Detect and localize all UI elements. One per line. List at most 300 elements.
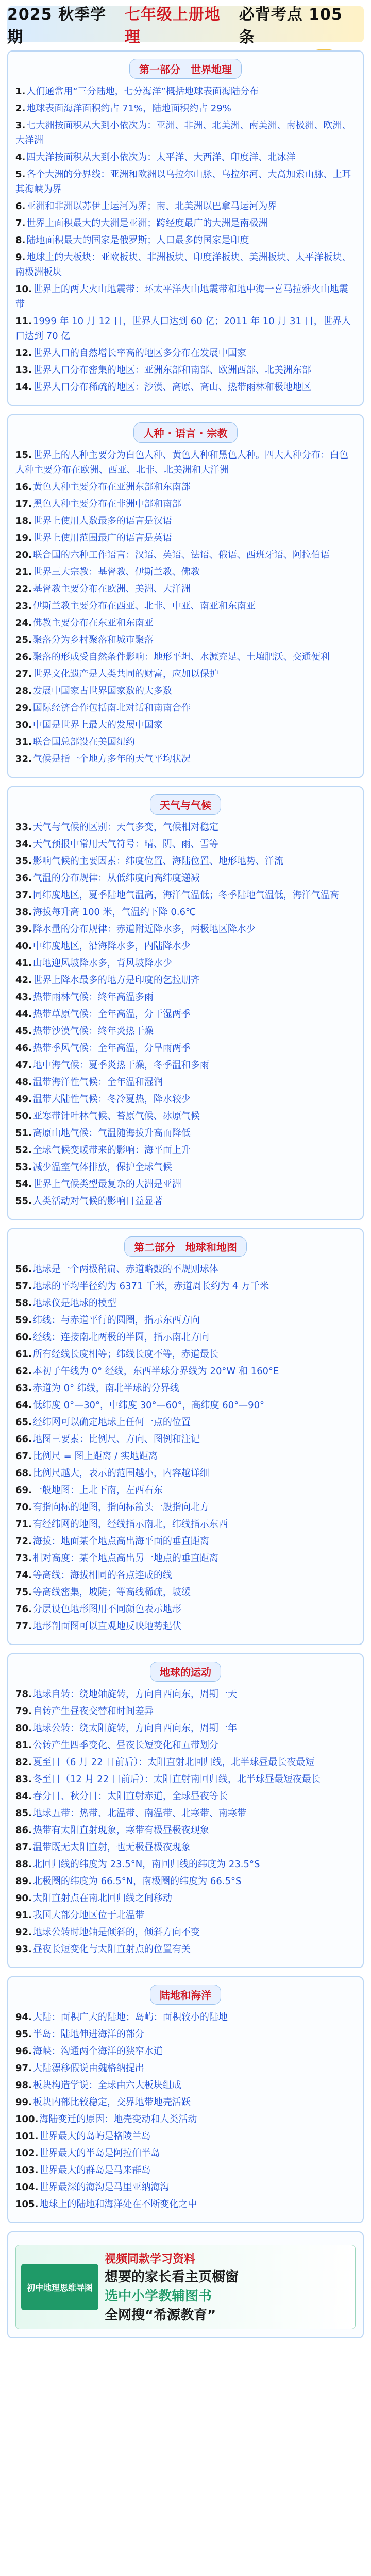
item-number: 7. [15, 218, 26, 229]
item-number: 45. [15, 1026, 32, 1037]
list-item [15, 1891, 356, 1906]
item-number: 26. [15, 652, 32, 663]
item-number: 33. [15, 822, 32, 833]
item-text: 降水量的分布规律：赤道附近降水多，两极地区降水少 [32, 924, 256, 935]
section-title: 人种 · 语言 · 宗教 [133, 422, 237, 443]
item-number: 50. [15, 1111, 32, 1122]
list-item [15, 2180, 356, 2195]
item-number: 4. [15, 152, 26, 163]
item-number: 9. [15, 252, 26, 263]
item-text: 地形剖面图可以直观地反映地势起伏 [32, 1621, 181, 1632]
list-item [15, 1823, 356, 1838]
list-item [15, 718, 356, 733]
section-heading [15, 1985, 356, 2005]
item-text: 伊斯兰教主要分布在西亚、北非、中亚、南亚和东南亚 [32, 601, 256, 612]
item-number: 3. [15, 120, 26, 131]
item-number: 20. [15, 550, 32, 561]
item-number: 68. [15, 1468, 32, 1479]
list-item [15, 1058, 356, 1073]
item-number: 18. [15, 516, 32, 527]
item-number: 21. [15, 567, 32, 578]
list-item [15, 363, 356, 378]
item-text: 各个大洲的分界线：亚洲和欧洲以乌拉尔山脉、乌拉尔河、大高加索山脉、土耳其海峡为界 [15, 169, 351, 195]
item-text: 纬线：与赤道平行的圆圈，指示东西方向 [32, 1315, 200, 1326]
list-item [15, 2112, 356, 2127]
section-heading [15, 1662, 356, 1682]
item-text: 亚寒带针叶林气候、苔原气候、冰原气候 [32, 1111, 200, 1122]
list-item [15, 2061, 356, 2076]
list-item [15, 1398, 356, 1413]
list-item [15, 1483, 356, 1498]
item-number: 66. [15, 1434, 32, 1445]
list-item [15, 752, 356, 767]
item-number: 88. [15, 1859, 32, 1870]
list-item [15, 667, 356, 682]
item-number: 16. [15, 482, 32, 493]
item-text: 热带有太阳直射现象，寒带有极昼极夜现象 [32, 1825, 209, 1836]
list-item [15, 701, 356, 716]
list-item [15, 1262, 356, 1277]
list-item [15, 1551, 356, 1566]
list-item [15, 1738, 356, 1753]
item-text: 等高线：海拔相同的各点连成的线 [32, 1570, 172, 1581]
item-text: 世界人口分布稀疏的地区：沙漠、高原、高山、热带雨林和极地地区 [32, 382, 311, 393]
section-heading [15, 59, 356, 79]
list-item [15, 1347, 356, 1362]
list-item [15, 684, 356, 699]
item-number: 34. [15, 839, 32, 850]
list-item [15, 1109, 356, 1124]
item-text: 气温的分布规律：从低纬度向高纬度递减 [32, 873, 200, 884]
item-text: 减少温室气体排放，保护全球气候 [32, 1162, 172, 1173]
item-number: 11. [15, 316, 32, 327]
list-item [15, 2027, 356, 2042]
item-number: 70. [15, 1502, 32, 1513]
item-number: 82. [15, 1757, 32, 1768]
item-text: 热带季风气候：全年高温，分旱雨两季 [32, 1043, 191, 1054]
item-text: 人类活动对气候的影响日益显著 [32, 1196, 163, 1207]
item-number: 29. [15, 703, 32, 714]
item-number: 87. [15, 1842, 32, 1853]
list-item [15, 346, 356, 361]
item-text: 有经纬网的地图，经线指示南北，纬线指示东西 [32, 1519, 228, 1530]
list-item [15, 871, 356, 886]
item-text: 山地迎风坡降水多，背风坡降水少 [32, 958, 172, 969]
item-text: 世界最深的海沟是马里亚纳海沟 [39, 2182, 170, 2193]
promo-text [105, 2250, 350, 2324]
item-text: 所有经线长度相等；纬线长度不等，赤道最长 [32, 1349, 218, 1360]
title-part-3: 必背考点 105 条 [239, 6, 343, 46]
item-text: 全球气候变暖带来的影响：海平面上升 [32, 1145, 191, 1156]
item-text: 地球表面海洋面积约占 71%，陆地面积约占 29% [26, 103, 231, 114]
list-item [15, 1126, 356, 1141]
item-number: 48. [15, 1077, 32, 1088]
item-number: 104. [15, 2182, 39, 2193]
list-item [15, 1857, 356, 1872]
item-number: 14. [15, 382, 32, 393]
section-heading [15, 422, 356, 443]
item-number: 105. [15, 2199, 39, 2210]
item-text: 世界上降水最多的地方是印度的乞拉朋齐 [32, 975, 200, 986]
section-heading [15, 1236, 356, 1257]
item-number: 10. [15, 284, 32, 295]
item-number: 102. [15, 2148, 39, 2159]
item-number: 62. [15, 1366, 32, 1377]
list-item [15, 1415, 356, 1430]
item-number: 52. [15, 1145, 32, 1156]
item-text: 世界文化遗产是人类共同的财富，应加以保护 [32, 669, 218, 680]
list-item [15, 1041, 356, 1056]
list-item [15, 167, 356, 197]
item-number: 49. [15, 1094, 32, 1105]
item-number: 1. [15, 86, 26, 97]
list-item [15, 314, 356, 344]
item-text: 海陆变迁的原因：地壳变动和人类活动 [39, 2114, 197, 2125]
item-text: 基督教主要分布在欧洲、美洲、大洋洲 [32, 584, 191, 595]
list-item [15, 1602, 356, 1617]
item-text: 我国大部分地区位于北温带 [32, 1910, 144, 1921]
list-item [15, 633, 356, 648]
list-item [15, 2146, 356, 2161]
list-item [15, 1279, 356, 1294]
list-item [15, 1806, 356, 1821]
item-text: 大陆漂移假说由魏格纳提出 [32, 2063, 144, 2074]
section-title: 地球的运动 [150, 1662, 221, 1682]
item-number: 58. [15, 1298, 32, 1309]
list-item [15, 1143, 356, 1158]
item-number: 37. [15, 890, 32, 901]
list-item [15, 1772, 356, 1787]
item-number: 75. [15, 1587, 32, 1598]
item-number: 69. [15, 1485, 32, 1496]
item-number: 23. [15, 601, 32, 612]
key-points-list [15, 84, 356, 395]
list-item [15, 1177, 356, 1192]
item-number: 35. [15, 856, 32, 867]
key-points-list [15, 820, 356, 1209]
list-item [15, 650, 356, 665]
item-text: 北极圈的纬度为 66.5°N，南极圈的纬度为 66.5°S [32, 1876, 242, 1887]
list-item [15, 1466, 356, 1481]
item-number: 57. [15, 1281, 32, 1292]
item-text: 夏至日（6 月 22 日前后）：太阳直射北回归线，北半球昼最长夜最短 [32, 1757, 315, 1768]
promo-line-1: 视频同款学习资料 [105, 2253, 196, 2266]
item-text: 低纬度 0°—30°，中纬度 30°—60°，高纬度 60°—90° [32, 1400, 265, 1411]
item-number: 51. [15, 1128, 32, 1139]
list-item [15, 2044, 356, 2059]
list-item [15, 199, 356, 214]
list-item [15, 2163, 356, 2178]
list-item [15, 1194, 356, 1209]
list-item [15, 1687, 356, 1702]
item-number: 41. [15, 958, 32, 969]
item-text: 四大洋按面积从大到小依次为：太平洋、大西洋、印度洋、北冰洋 [26, 152, 296, 163]
section-4 [7, 1653, 364, 1968]
page-title [7, 6, 364, 46]
item-number: 53. [15, 1162, 32, 1173]
item-text: 地球自转：绕地轴旋转，方向自西向东，周期一天 [32, 1689, 237, 1700]
item-text: 温带既无太阳直射，也无极昼极夜现象 [32, 1842, 191, 1853]
list-item [15, 2010, 356, 2025]
item-number: 61. [15, 1349, 32, 1360]
item-number: 54. [15, 1179, 32, 1190]
item-text: 经纬网可以确定地球上任何一点的位置 [32, 1417, 191, 1428]
item-text: 天气预报中常用天气符号：晴、阴、雨、雪等 [32, 839, 218, 850]
item-text: 地球仪是地球的模型 [32, 1298, 116, 1309]
item-text: 地球是一个两极稍扁、赤道略鼓的不规则球体 [32, 1264, 218, 1275]
section-heading [15, 794, 356, 815]
item-number: 47. [15, 1060, 32, 1071]
list-item [15, 1874, 356, 1889]
item-number: 32. [15, 754, 32, 765]
item-text: 气候是指一个地方多年的天气平均状况 [32, 754, 191, 765]
list-item [15, 599, 356, 614]
item-number: 81. [15, 1740, 32, 1751]
list-item [15, 1500, 356, 1515]
list-item [15, 820, 356, 835]
list-item [15, 582, 356, 597]
item-text: 冬至日（12 月 22 日前后）：太阳直射南回归线，北半球昼最短夜最长 [32, 1774, 321, 1785]
item-number: 65. [15, 1417, 32, 1428]
promo-line-2: 想要的家长看主页橱窗 [105, 2269, 239, 2285]
item-number: 74. [15, 1570, 32, 1581]
item-number: 77. [15, 1621, 32, 1632]
list-item [15, 548, 356, 563]
item-number: 60. [15, 1332, 32, 1343]
item-number: 38. [15, 907, 32, 918]
list-item [15, 2129, 356, 2144]
list-item [15, 497, 356, 512]
section-5 [7, 1976, 364, 2223]
title-part-1: 2025 秋季学期 [7, 6, 106, 46]
list-item [15, 1789, 356, 1804]
item-number: 36. [15, 873, 32, 884]
item-number: 73. [15, 1553, 32, 1564]
item-text: 中国是世界上最大的发展中国家 [32, 720, 163, 731]
list-item [15, 2197, 356, 2212]
item-text: 公转产生四季变化、昼夜长短变化和五带划分 [32, 1740, 218, 1751]
item-text: 比例尺 = 图上距离 / 实地距离 [32, 1451, 158, 1462]
item-text: 地球上的大板块：亚欧板块、非洲板块、印度洋板块、美洲板块、太平洋板块、南极洲板块 [15, 252, 351, 278]
item-number: 63. [15, 1383, 32, 1394]
list-item [15, 84, 356, 99]
item-text: 海峡：沟通两个海洋的狭窄水道 [32, 2046, 163, 2057]
item-number: 12. [15, 348, 32, 359]
item-number: 56. [15, 1264, 32, 1275]
promo-banner[interactable] [15, 2245, 356, 2329]
list-item [15, 837, 356, 852]
item-text: 春分日、秋分日：太阳直射赤道，全球昼夜等长 [32, 1791, 228, 1802]
list-item [15, 233, 356, 248]
list-item [15, 250, 356, 280]
list-item [15, 990, 356, 1005]
item-text: 等高线密集，坡陡；等高线稀疏，坡缓 [32, 1587, 191, 1598]
item-number: 86. [15, 1825, 32, 1836]
item-number: 97. [15, 2063, 32, 2074]
item-number: 6. [15, 201, 26, 212]
item-text: 半岛：陆地伸进海洋的部分 [32, 2029, 144, 2040]
item-text: 温带大陆性气候：冬冷夏热，降水较少 [32, 1094, 191, 1105]
item-number: 27. [15, 669, 32, 680]
item-text: 一般地图：上北下南，左西右东 [32, 1485, 163, 1496]
item-number: 28. [15, 686, 32, 697]
section-title: 天气与气候 [150, 794, 221, 815]
item-number: 55. [15, 1196, 32, 1207]
item-text: 世界上气候类型最复杂的大洲是亚洲 [32, 1179, 181, 1190]
item-number: 39. [15, 924, 32, 935]
item-text: 世界上的人种主要分为白色人种、黄色人种和黑色人种。四大人种分布：白色人种主要分布在欧洲、西亚、北非、北美洲和大洋洲 [15, 450, 348, 476]
item-text: 热带草原气候：全年高温，分干湿两季 [32, 1009, 191, 1020]
section-title: 陆地和海洋 [150, 1985, 221, 2005]
section-1 [7, 414, 364, 778]
list-item [15, 973, 356, 988]
item-text: 七大洲按面积从大到小依次为：亚洲、非洲、北美洲、南美洲、南极洲、欧洲、大洋洲 [15, 120, 351, 146]
list-item [15, 1381, 356, 1396]
item-text: 联合国的六种工作语言：汉语、英语、法语、俄语、西班牙语、阿拉伯语 [32, 550, 330, 561]
item-text: 1999 年 10 月 12 日，世界人口达到 60 亿；2011 年 10 月 31 日，世界人口达到 70 亿 [15, 316, 351, 342]
list-item [15, 956, 356, 971]
list-item [15, 1585, 356, 1600]
book-cover: 初中地理思维导图 [21, 2264, 98, 2310]
item-number: 8. [15, 235, 26, 246]
item-number: 43. [15, 992, 32, 1003]
item-text: 中纬度地区，沿海降水多，内陆降水少 [32, 941, 191, 952]
section-title: 第一部分 世界地理 [129, 59, 242, 79]
item-text: 赤道为 0° 纬线，南北半球的分界线 [32, 1383, 179, 1394]
list-item [15, 1840, 356, 1855]
item-number: 72. [15, 1536, 32, 1547]
item-number: 99. [15, 2097, 32, 2108]
section-3 [7, 1228, 364, 1645]
list-item [15, 1704, 356, 1719]
item-number: 95. [15, 2029, 32, 2040]
list-item [15, 1364, 356, 1379]
item-number: 5. [15, 169, 26, 180]
item-number: 84. [15, 1791, 32, 1802]
list-item [15, 616, 356, 631]
list-item [15, 1313, 356, 1328]
section-title: 第二部分 地球和地图 [124, 1236, 247, 1257]
item-text: 板块构造学说：全球由六大板块组成 [32, 2080, 181, 2091]
item-text: 板块内部比较稳定，交界地带地壳活跃 [32, 2097, 191, 2108]
item-text: 海拔每升高 100 米，气温约下降 0.6℃ [32, 907, 196, 918]
item-text: 太阳直射点在南北回归线之间移动 [32, 1893, 172, 1904]
list-item [15, 480, 356, 495]
list-item [15, 939, 356, 954]
item-number: 44. [15, 1009, 32, 1020]
item-number: 83. [15, 1774, 32, 1785]
item-text: 世界上的两大火山地震带：环太平洋火山地震带和地中海一喜马拉雅火山地震带 [15, 284, 348, 310]
list-item [15, 1534, 356, 1549]
item-number: 42. [15, 975, 32, 986]
item-number: 103. [15, 2165, 39, 2176]
list-item [15, 216, 356, 231]
list-item [15, 1517, 356, 1532]
item-number: 93. [15, 1944, 32, 1955]
item-text: 黄色人种主要分布在亚洲东部和东南部 [32, 482, 191, 493]
item-text: 发展中国家占世界国家数的大多数 [32, 686, 172, 697]
item-text: 同纬度地区，夏季陆地气温高，海洋气温低；冬季陆地气温低，海洋气温高 [32, 890, 339, 901]
item-text: 国际经济合作包括南北对话和南南合作 [32, 703, 191, 714]
list-item [15, 735, 356, 750]
item-text: 陆地面积最大的国家是俄罗斯；人口最多的国家是印度 [26, 235, 249, 246]
item-number: 85. [15, 1808, 32, 1819]
item-text: 影响气候的主要因素：纬度位置、海陆位置、地形地势、洋流 [32, 856, 283, 867]
item-number: 46. [15, 1043, 32, 1054]
item-text: 有指向标的地图，指向标箭头一般指向北方 [32, 1502, 209, 1513]
item-text: 温带海洋性气候：全年温和湿润 [32, 1077, 163, 1088]
item-number: 19. [15, 533, 32, 544]
item-text: 热带雨林气候：终年高温多雨 [32, 992, 154, 1003]
title-part-2: 七年级上册地理 [124, 6, 221, 46]
item-text: 世界人口分布密集的地区：亚洲东部和南部、欧洲西部、北美洲东部 [32, 365, 311, 376]
item-number: 59. [15, 1315, 32, 1326]
item-text: 联合国总部设在美国纽约 [32, 737, 135, 748]
item-text: 黑色人种主要分布在非洲中部和南部 [32, 499, 181, 510]
list-item [15, 1755, 356, 1770]
item-text: 地球公转时地轴是倾斜的，倾斜方向不变 [32, 1927, 200, 1938]
item-number: 67. [15, 1451, 32, 1462]
list-item [15, 905, 356, 920]
item-text: 世界三大宗教：基督教、伊斯兰教、佛教 [32, 567, 200, 578]
list-item [15, 1568, 356, 1583]
item-text: 分层设色地形图用不同颜色表示地形 [32, 1604, 181, 1615]
item-number: 79. [15, 1706, 32, 1717]
item-text: 地球上的陆地和海洋处在不断变化之中 [39, 2199, 197, 2210]
item-number: 89. [15, 1876, 32, 1887]
list-item [15, 854, 356, 869]
item-text: 地球五带：热带、北温带、南温带、北寒带、南寒带 [32, 1808, 246, 1819]
list-item [15, 1092, 356, 1107]
list-item [15, 1449, 356, 1464]
list-item [15, 565, 356, 580]
item-number: 64. [15, 1400, 32, 1411]
item-text: 北回归线的纬度为 23.5°N，南回归线的纬度为 23.5°S [32, 1859, 260, 1870]
item-number: 91. [15, 1910, 32, 1921]
item-number: 13. [15, 365, 32, 376]
list-item [15, 1432, 356, 1447]
item-text: 高原山地气候：气温随海拔升高而降低 [32, 1128, 191, 1139]
item-text: 天气与气候的区别：天气多变，气候相对稳定 [32, 822, 218, 833]
item-text: 世界人口的自然增长率高的地区多分布在发展中国家 [32, 348, 246, 359]
list-item [15, 2095, 356, 2110]
item-number: 15. [15, 450, 32, 461]
list-item [15, 1925, 356, 1940]
item-text: 地图三要素：比例尺、方向、图例和注记 [32, 1434, 200, 1445]
item-number: 92. [15, 1927, 32, 1938]
item-number: 24. [15, 618, 32, 629]
list-item [15, 531, 356, 546]
item-text: 聚落的形成受自然条件影响：地形平坦、水源充足、土壤肥沃、交通便利 [32, 652, 330, 663]
list-item [15, 150, 356, 165]
list-item [15, 101, 356, 116]
list-item [15, 1721, 356, 1736]
list-item [15, 888, 356, 903]
item-text: 亚洲和非洲以苏伊士运河为界；南、北美洲以巴拿马运河为界 [26, 201, 277, 212]
item-number: 96. [15, 2046, 32, 2057]
item-number: 98. [15, 2080, 32, 2091]
list-item [15, 514, 356, 529]
key-points-list [15, 1262, 356, 1634]
list-item [15, 1024, 356, 1039]
section-0 [7, 50, 364, 406]
item-text: 大陆：面积广大的陆地；岛屿：面积较小的陆地 [32, 2012, 228, 2023]
item-text: 世界最大的岛屿是格陵兰岛 [39, 2131, 151, 2142]
item-number: 71. [15, 1519, 32, 1530]
item-text: 昼夜长短变化与太阳直射点的位置有关 [32, 1944, 191, 1955]
list-item [15, 380, 356, 395]
item-number: 76. [15, 1604, 32, 1615]
